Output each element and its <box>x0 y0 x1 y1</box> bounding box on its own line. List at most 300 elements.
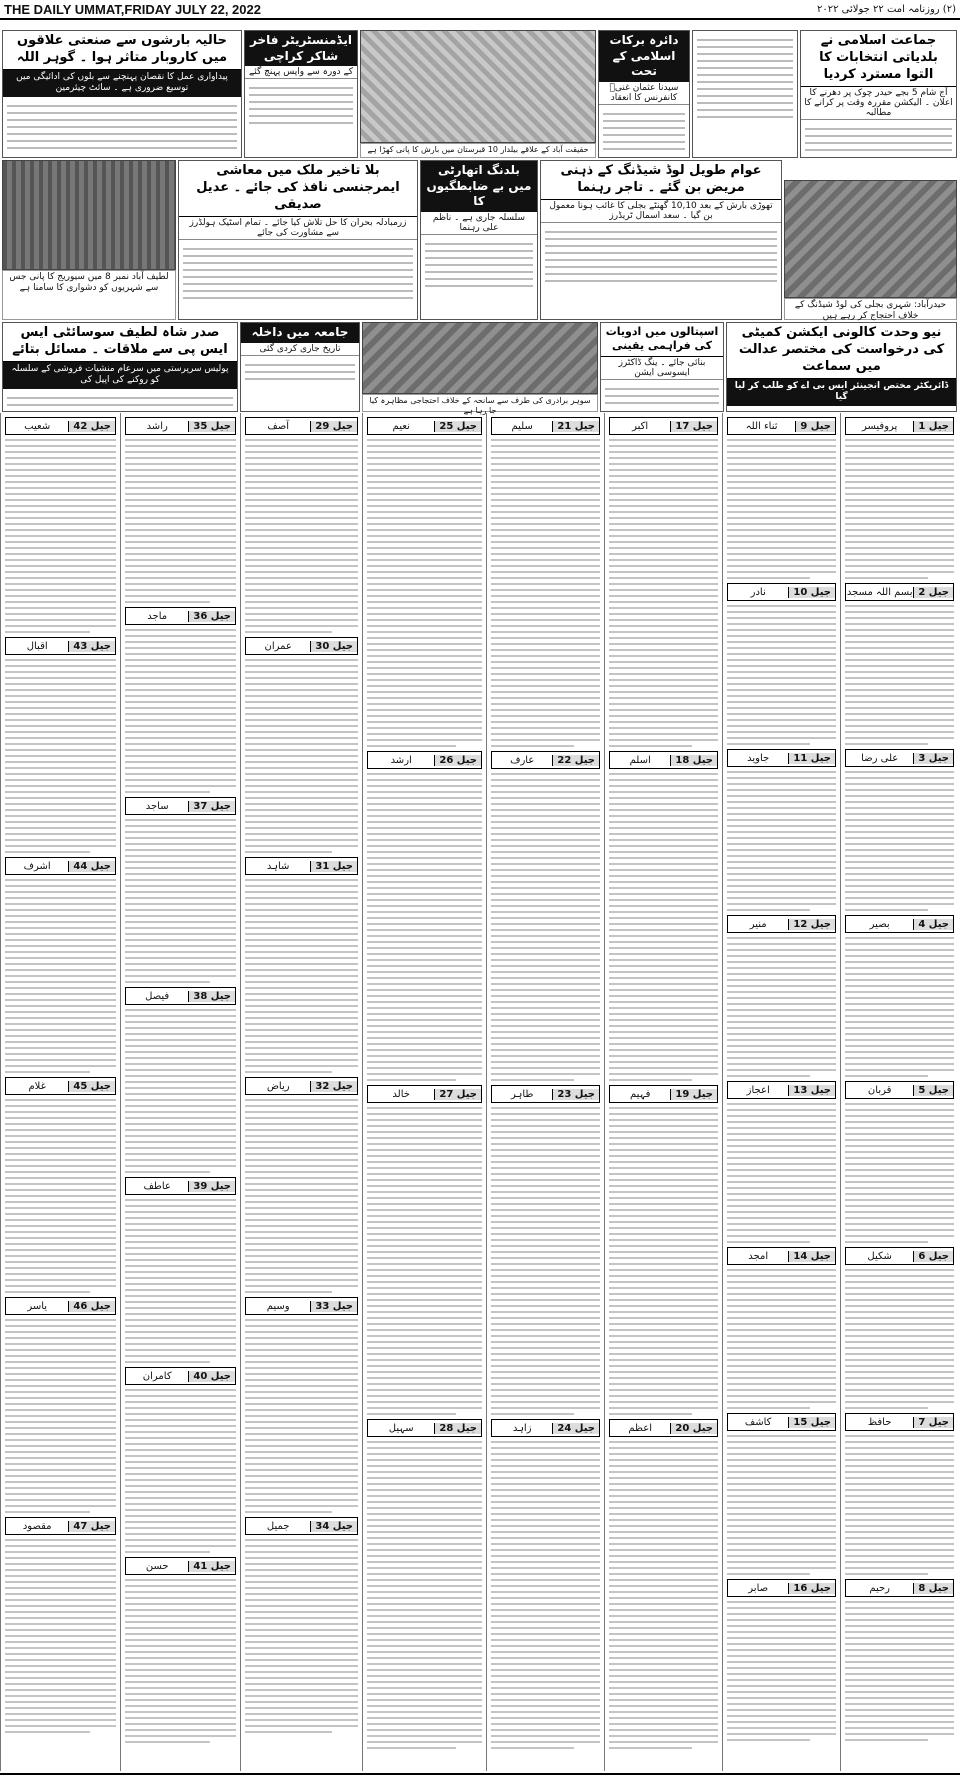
text-line <box>845 1133 954 1135</box>
text-line <box>367 947 482 949</box>
text-line <box>5 797 116 799</box>
text-line <box>5 1331 116 1333</box>
text-line <box>245 767 358 769</box>
text-line <box>727 949 836 951</box>
text-line <box>727 1543 836 1545</box>
notice-name: وسیم <box>266 1300 290 1312</box>
notice-heading <box>5 637 116 655</box>
notice-heading <box>125 1367 236 1385</box>
text-line <box>125 1147 236 1149</box>
text-line <box>609 1495 718 1497</box>
notice-number: جیل 34 <box>310 1521 357 1532</box>
text-line <box>367 1019 482 1021</box>
text-line <box>125 647 236 649</box>
text-line <box>5 505 116 507</box>
text-line <box>245 779 358 781</box>
notice-number: جیل 42 <box>68 421 115 432</box>
text-line <box>491 1717 600 1719</box>
text-line <box>845 1519 954 1521</box>
text-line <box>5 915 116 917</box>
text-line <box>125 1325 236 1327</box>
text-line <box>491 983 600 985</box>
text-line <box>727 1567 836 1569</box>
text-line <box>491 1549 600 1551</box>
text-line <box>727 1151 836 1153</box>
text-line <box>5 1249 116 1251</box>
text-line <box>125 1087 236 1089</box>
text-line <box>491 1341 600 1343</box>
text-line <box>367 1329 482 1331</box>
text-line <box>845 559 954 561</box>
text-line <box>5 1545 116 1547</box>
text-line <box>5 1141 116 1143</box>
text-line <box>5 481 116 483</box>
text-line <box>367 971 482 973</box>
notice-heading <box>609 1419 718 1437</box>
text-line <box>125 1515 236 1517</box>
text-line <box>491 1561 600 1563</box>
text-line <box>845 909 928 911</box>
text-line <box>727 511 836 513</box>
text-line <box>845 1459 954 1461</box>
text-line <box>5 1237 116 1239</box>
text-line <box>727 719 836 721</box>
text-line <box>245 993 358 995</box>
text-line <box>245 1707 358 1709</box>
text-line <box>491 661 600 663</box>
text-line <box>5 677 116 679</box>
notice-number: جیل 44 <box>68 861 115 872</box>
text-line <box>609 1711 718 1713</box>
text-line <box>245 1665 358 1667</box>
text-line <box>367 667 482 669</box>
subheadline: ڈائریکٹر مختص انجینئر ایس بی اے کو طلب کر لیا گیا <box>727 379 956 406</box>
text-line <box>609 1681 718 1683</box>
notice-name: اعجاز <box>746 1084 770 1096</box>
text-line <box>367 1347 482 1349</box>
text-line <box>727 831 836 833</box>
text-line <box>5 1219 116 1221</box>
text-line <box>125 761 236 763</box>
text-line <box>491 1173 600 1175</box>
notice-heading <box>245 637 358 655</box>
text-line <box>125 457 236 459</box>
text-line <box>727 623 836 625</box>
text-line <box>491 637 600 639</box>
text-line <box>125 499 236 501</box>
text-line <box>491 887 600 889</box>
text-line <box>845 1619 954 1621</box>
text-line <box>245 815 358 817</box>
text-line <box>125 671 236 673</box>
text-line <box>5 827 116 829</box>
notice-name: عمران <box>264 640 292 652</box>
text-line <box>845 837 954 839</box>
text-line <box>845 677 954 679</box>
text-line <box>5 499 116 501</box>
text-line <box>609 583 718 585</box>
text-line <box>845 1205 954 1207</box>
notice-heading <box>609 751 718 769</box>
text-line <box>125 1461 236 1463</box>
text-line <box>845 1495 954 1497</box>
text-line <box>125 1123 236 1125</box>
text-line <box>367 1477 482 1479</box>
text-line <box>609 1001 718 1003</box>
text-line <box>845 1163 954 1165</box>
text-line <box>5 463 116 465</box>
text-line <box>5 589 116 591</box>
text-line <box>245 1457 358 1459</box>
text-line <box>367 1049 482 1051</box>
text-line <box>5 1671 116 1673</box>
text-line <box>609 1729 718 1731</box>
notice-name: ساجد <box>145 800 169 812</box>
text-line <box>245 547 358 549</box>
text-line <box>245 809 358 811</box>
text-line <box>727 695 836 697</box>
text-line <box>5 1415 116 1417</box>
text-line <box>367 1507 482 1509</box>
text-line <box>845 967 954 969</box>
text-line <box>367 511 482 513</box>
text-line <box>367 1621 482 1623</box>
text-line <box>125 529 236 531</box>
text-line <box>845 1465 954 1467</box>
text-line <box>125 1669 236 1671</box>
text-line <box>245 1267 358 1269</box>
text-line <box>367 1495 482 1497</box>
text-line <box>245 885 358 887</box>
text-line <box>845 955 954 957</box>
text-line <box>245 701 358 703</box>
text-line <box>491 917 600 919</box>
text-line <box>609 595 718 597</box>
text-line <box>491 851 600 853</box>
text-line <box>245 1059 358 1061</box>
notice-heading <box>609 417 718 435</box>
text-line <box>491 1597 600 1599</box>
text-line <box>125 1277 236 1279</box>
text-line <box>367 833 482 835</box>
text-line <box>5 891 116 893</box>
text-line <box>245 749 358 751</box>
text-line <box>245 1153 358 1155</box>
text-line <box>245 1141 358 1143</box>
text-line <box>367 679 482 681</box>
text-line <box>727 843 836 845</box>
text-line <box>491 1585 600 1587</box>
text-line <box>125 713 236 715</box>
text-line <box>125 1343 236 1345</box>
text-line <box>845 1697 954 1699</box>
text-line <box>727 807 836 809</box>
text-line <box>367 451 482 453</box>
text-line <box>845 671 954 673</box>
text-line <box>727 783 836 785</box>
text-line <box>491 1079 574 1081</box>
text-line <box>727 577 810 579</box>
subheadline: پیداواری عمل کا نقصان پہنچنے سے بلوں کی ادائیگی میں توسیع ضروری ہے ۔ سائٹ چیئرمین <box>3 70 241 97</box>
text-line <box>845 1217 954 1219</box>
text-line <box>491 1013 600 1015</box>
text-line <box>5 1261 116 1263</box>
text-line <box>367 905 482 907</box>
text-line <box>5 1111 116 1113</box>
text-line <box>491 1687 600 1689</box>
text-line <box>367 1663 482 1665</box>
text-line <box>727 1347 836 1349</box>
text-line <box>609 1567 718 1569</box>
text-line <box>609 1073 718 1075</box>
text-line <box>367 773 482 775</box>
text-line <box>367 1001 482 1003</box>
text-line <box>491 989 600 991</box>
text-line <box>491 1245 600 1247</box>
text-line <box>245 827 358 829</box>
text-line <box>727 997 836 999</box>
top-story-2 <box>598 30 690 158</box>
text-line <box>245 707 358 709</box>
text-line <box>125 939 236 941</box>
text-line <box>367 739 482 741</box>
text-line <box>491 1537 600 1539</box>
text-line <box>491 1371 600 1373</box>
headline: نیو وحدت کالونی ایکشن کمیٹی کی درخواست کی مختصر عدالت میں سماعت <box>727 323 956 379</box>
text-line <box>845 1537 954 1539</box>
text-line <box>845 1525 954 1527</box>
text-line <box>609 643 718 645</box>
text-line <box>491 1227 600 1229</box>
text-line <box>5 671 116 673</box>
text-line <box>845 783 954 785</box>
text-line <box>491 1383 600 1385</box>
text-line <box>125 1129 236 1131</box>
text-line <box>5 1035 116 1037</box>
text-line <box>245 1599 358 1601</box>
text-line <box>727 1691 836 1693</box>
text-line <box>125 583 236 585</box>
text-line <box>125 1585 236 1587</box>
text-line <box>5 559 116 561</box>
text-line <box>727 677 836 679</box>
text-line <box>367 523 482 525</box>
text-line <box>367 851 482 853</box>
text-line <box>491 875 600 877</box>
text-line <box>727 897 836 899</box>
mid-story-3 <box>178 160 418 320</box>
text-line <box>845 469 954 471</box>
text-line <box>5 975 116 977</box>
text-line <box>245 445 358 447</box>
text-line <box>609 1227 718 1229</box>
text-line <box>727 1465 836 1467</box>
text-line <box>245 851 332 853</box>
text-line <box>5 761 116 763</box>
text-line <box>125 791 210 793</box>
text-line <box>491 1197 600 1199</box>
text-line <box>125 523 236 525</box>
text-line <box>491 1329 600 1331</box>
text-line <box>491 679 600 681</box>
text-line <box>125 1253 236 1255</box>
text-line <box>609 1377 718 1379</box>
text-line <box>845 1063 954 1065</box>
text-line <box>845 731 954 733</box>
text-line <box>125 629 236 631</box>
notice-heading <box>125 1557 236 1575</box>
text-line <box>727 659 836 661</box>
text-line <box>245 975 358 977</box>
text-line <box>727 1157 836 1159</box>
text-line <box>5 1677 116 1679</box>
text-line <box>5 1325 116 1327</box>
text-line <box>5 1539 116 1541</box>
text-line <box>245 1421 358 1423</box>
text-line <box>5 1159 116 1161</box>
text-line <box>609 1347 718 1349</box>
headline: اسپتالوں میں ادویات کی فراہمی یقینی <box>601 323 723 357</box>
text-line <box>367 613 482 615</box>
text-line <box>845 1109 954 1111</box>
text-line <box>245 999 358 1001</box>
text-line <box>5 1641 116 1643</box>
headline: بلدنگ اتھارٹی میں بے ضابطگیوں کا <box>421 161 537 212</box>
text-line <box>245 1213 358 1215</box>
text-line <box>5 755 116 757</box>
text-line <box>367 1657 482 1659</box>
text-line <box>845 1347 954 1349</box>
text-line <box>845 1175 954 1177</box>
text-line <box>125 571 236 573</box>
text-line <box>845 1377 954 1379</box>
text-line <box>125 1349 236 1351</box>
text-line <box>609 1489 718 1491</box>
text-line <box>5 535 116 537</box>
text-line <box>609 1723 718 1725</box>
text-line <box>491 1269 600 1271</box>
text-line <box>491 1453 600 1455</box>
text-line <box>845 879 954 881</box>
text-line <box>845 665 954 667</box>
text-line <box>367 1305 482 1307</box>
text-line <box>491 1155 600 1157</box>
text-line <box>125 1503 236 1505</box>
text-line <box>845 1739 928 1741</box>
text-line <box>367 1269 482 1271</box>
photo-caption: لطیف آباد نمبر 8 میں سیوریج کا پانی جس سے شہریوں کو دشواری کا سامنا ہے <box>2 270 176 320</box>
text-line <box>845 1199 954 1201</box>
text-line <box>609 1407 718 1409</box>
text-line <box>491 439 600 441</box>
text-line <box>491 1699 600 1701</box>
text-line <box>125 481 236 483</box>
text-line <box>245 1397 358 1399</box>
text-line <box>125 891 236 893</box>
text-line <box>367 703 482 705</box>
text-line <box>245 487 358 489</box>
text-line <box>609 1383 718 1385</box>
text-line <box>727 1181 836 1183</box>
text-line <box>367 1603 482 1605</box>
text-line <box>609 923 718 925</box>
text-line <box>125 1485 236 1487</box>
text-line <box>5 439 116 441</box>
text-line <box>5 909 116 911</box>
text-line <box>845 1637 954 1639</box>
text-line <box>845 1513 954 1515</box>
text-line <box>245 933 358 935</box>
text-line <box>5 493 116 495</box>
text-line <box>125 1199 236 1201</box>
text-line <box>367 685 482 687</box>
notice-name: طاہر <box>510 1088 534 1100</box>
text-line <box>845 855 954 857</box>
text-line <box>491 1287 600 1289</box>
text-line <box>245 725 358 727</box>
text-line <box>491 739 600 741</box>
text-line <box>491 553 600 555</box>
text-line <box>5 613 116 615</box>
text-line <box>845 623 954 625</box>
text-line <box>367 583 482 585</box>
text-line <box>845 1115 954 1117</box>
text-line <box>245 1629 358 1631</box>
text-line <box>491 715 600 717</box>
text-line <box>609 661 718 663</box>
text-line <box>609 457 718 459</box>
text-line <box>5 1611 116 1613</box>
notice-number: جیل 7 <box>913 1417 953 1428</box>
text-line <box>727 961 836 963</box>
text-line <box>491 941 600 943</box>
text-line <box>845 1103 954 1105</box>
text-line <box>609 839 718 841</box>
text-line <box>609 1735 718 1737</box>
text-line <box>491 1335 600 1337</box>
text-line <box>5 1047 116 1049</box>
text-line <box>245 969 358 971</box>
notice-number: جیل 29 <box>310 421 357 432</box>
text-line <box>845 475 954 477</box>
notice-number: جیل 41 <box>188 1561 235 1572</box>
text-line <box>845 795 954 797</box>
text-line <box>367 499 482 501</box>
text-line <box>245 909 358 911</box>
text-line <box>125 1295 236 1297</box>
text-line <box>367 935 482 937</box>
text-line <box>491 797 600 799</box>
text-line <box>245 1249 358 1251</box>
text-line <box>125 1533 236 1535</box>
text-line <box>491 1633 600 1635</box>
photo-caption: سوہر برادری کی طرف سے سانحہ کے خلاف احتجاجی مظاہرہ کیا جا رہا ہے <box>362 394 598 412</box>
notice-name: پروفیسر <box>861 420 898 432</box>
text-line <box>125 1657 236 1659</box>
text-line <box>125 867 236 869</box>
text-line <box>125 1051 236 1053</box>
text-line <box>609 965 718 967</box>
text-line <box>125 689 236 691</box>
text-line <box>125 1159 236 1161</box>
notice-number: جیل 4 <box>913 919 953 930</box>
text-line <box>245 1635 358 1637</box>
text-line <box>491 905 600 907</box>
text-line <box>491 1741 600 1743</box>
text-line <box>491 1389 600 1391</box>
text-line <box>727 1667 836 1669</box>
text-line <box>5 1665 116 1667</box>
